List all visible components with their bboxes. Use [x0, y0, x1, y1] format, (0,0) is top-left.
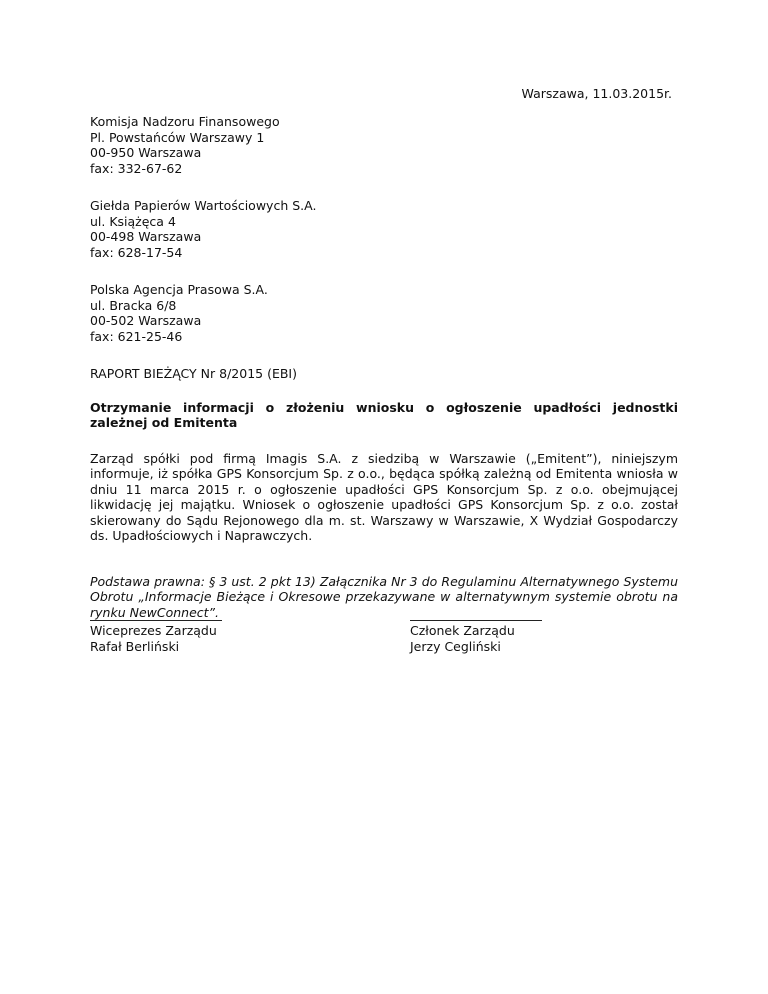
recipient-street: ul. Bracka 6/8 — [90, 297, 177, 313]
recipient-fax: fax: 628-17-54 — [90, 244, 183, 260]
signature-block-board-member — [410, 604, 650, 654]
report-number: RAPORT BIEŻĄCY Nr 8/2015 (EBI) — [90, 366, 297, 381]
signature-line — [410, 604, 542, 621]
recipient-knf — [90, 114, 678, 176]
report-subject: Otrzymanie informacji o złożeniu wniosku o ogłoszenie upadłości jednostki zależnej od Emitenta — [90, 399, 678, 430]
signature-role: Wiceprezes Zarządu — [90, 623, 217, 638]
report-body: Zarząd spółki pod firmą Imagis S.A. z siedzibą w Warszawie („Emitent”), niniejszym informuje, iż spółka GPS Konsorcjum Sp. z o.o., będąca spółką zależną od Emitenta wniosła w dniu 11 marca 2015 r. o ogłoszenie upadłości GPS Konsorcjum Sp. z o.o. obejmującej likwidację jej majątku. Wniosek o ogłoszenie upadłości GPS Konsorcjum Sp. z o.o. został skierowany do Sądu Rejonowego dla m. st. Warszawy w Warszawie, X Wydział Gospodarczy ds. Upadłościowych i Naprawczych. — [90, 450, 678, 543]
signature-line — [90, 604, 222, 621]
recipient-fax: fax: 332-67-62 — [90, 160, 183, 176]
recipient-name: Komisja Nadzoru Finansowego — [90, 114, 280, 129]
signature-role: Członek Zarządu — [410, 623, 515, 638]
recipient-fax: fax: 621-25-46 — [90, 328, 183, 344]
recipient-gpw — [90, 198, 678, 260]
recipient-city: 00-498 Warszawa — [90, 229, 202, 244]
recipient-name: Giełda Papierów Wartościowych S.A. — [90, 198, 317, 213]
recipient-street: ul. Książęca 4 — [90, 213, 176, 229]
date-line: Warszawa, 11.03.2015r. — [521, 86, 672, 101]
recipient-city: 00-950 Warszawa — [90, 145, 202, 160]
signature-name: Jerzy Cegliński — [410, 638, 501, 654]
recipient-name: Polska Agencja Prasowa S.A. — [90, 282, 268, 297]
legal-basis: Podstawa prawna: § 3 ust. 2 pkt 13) Załącznika Nr 3 do Regulaminu Alternatywnego Systemu Obrotu „Informacje Bieżące i Okresowe przekazywane w alternatywnym systemie obrotu na rynku NewConnect”. — [90, 573, 678, 620]
recipient-pap — [90, 282, 678, 344]
signature-block-vice-president — [90, 604, 330, 654]
recipient-city: 00-502 Warszawa — [90, 313, 202, 328]
document-body — [90, 114, 678, 620]
recipient-street: Pl. Powstańców Warszawy 1 — [90, 129, 265, 145]
signature-name: Rafał Berliński — [90, 638, 180, 654]
